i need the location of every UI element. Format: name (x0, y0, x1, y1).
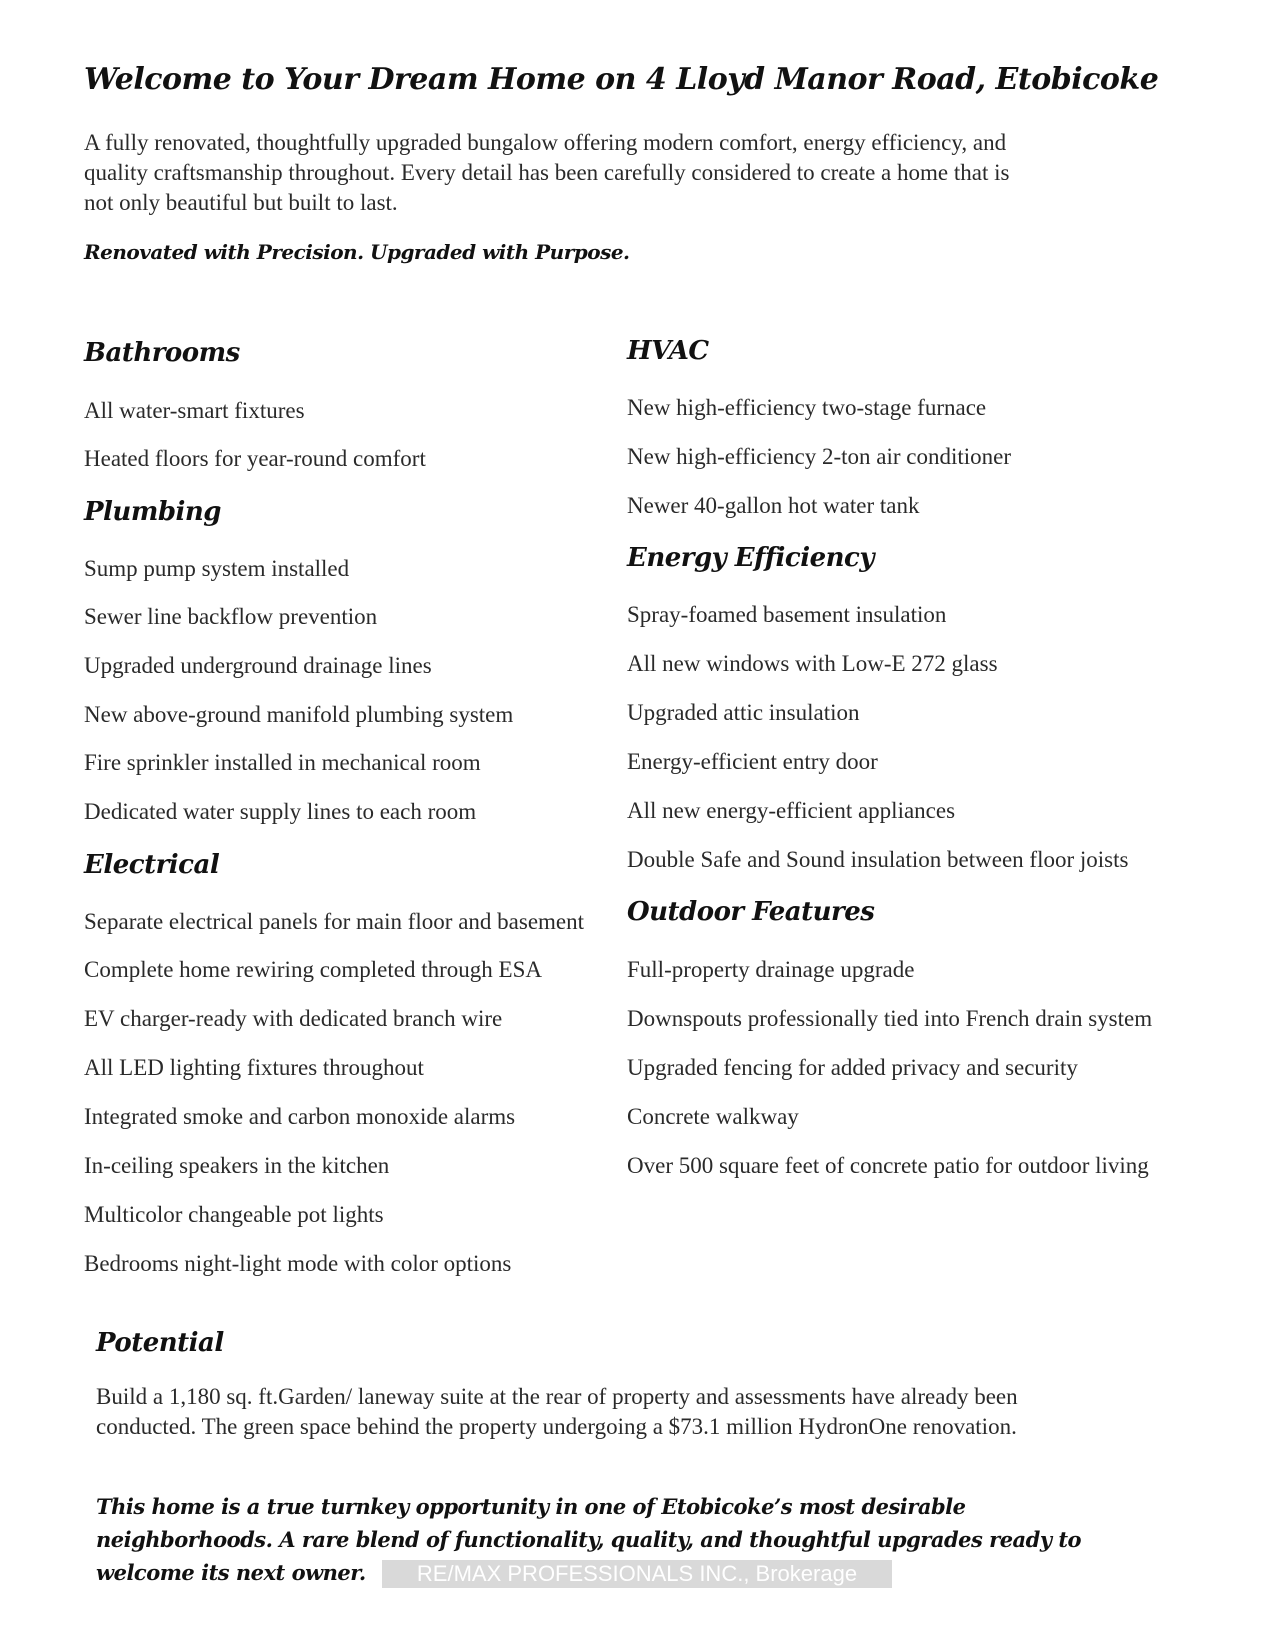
feature-item: Bedrooms night-light mode with color options (84, 1251, 512, 1276)
feature-item: All new windows with Low-E 272 glass (627, 651, 998, 676)
feature-item: Newer 40-gallon hot water tank (627, 493, 920, 518)
feature-item: All new energy-efficient appliances (627, 798, 956, 823)
feature-item: Concrete walkway (627, 1104, 799, 1129)
feature-item: Upgraded fencing for added privacy and security (627, 1055, 1078, 1080)
section-heading-electrical: Electrical (84, 850, 220, 880)
feature-item: Upgraded attic insulation (627, 700, 860, 725)
feature-item: Multicolor changeable pot lights (84, 1202, 384, 1227)
section-heading-energy-efficiency: Energy Efficiency (627, 543, 874, 573)
section-heading-hvac: HVAC (627, 336, 709, 366)
feature-item: Complete home rewiring completed through ESA (84, 957, 542, 982)
feature-item: Heated floors for year-round comfort (84, 446, 426, 471)
section-heading-plumbing: Plumbing (84, 497, 221, 527)
feature-item: EV charger-ready with dedicated branch wire (84, 1006, 503, 1031)
tagline: Renovated with Precision. Upgraded with Purpose. (84, 240, 630, 264)
potential-paragraph: Build a 1,180 sq. ft.Garden/ laneway suite at the rear of property and assessments have already been conducted. The green space behind the property undergoing a $73.1 million HydronOne renovation. (96, 1384, 1018, 1439)
feature-item: Double Safe and Sound insulation between floor joists (627, 847, 1129, 872)
feature-item: Full-property drainage upgrade (627, 957, 915, 982)
section-heading-bathrooms: Bathrooms (84, 338, 240, 368)
feature-item: Downspouts professionally tied into French drain system (627, 1006, 1153, 1031)
feature-item: Energy-efficient entry door (627, 749, 878, 774)
page-title: Welcome to Your Dream Home on 4 Lloyd Manor Road, Etobicoke (84, 62, 1159, 97)
feature-item: New high-efficiency two-stage furnace (627, 395, 987, 420)
section-heading-outdoor-features: Outdoor Features (627, 897, 875, 927)
feature-item: All LED lighting fixtures throughout (84, 1055, 424, 1080)
feature-item: Fire sprinkler installed in mechanical room (84, 750, 481, 775)
feature-item: Over 500 square feet of concrete patio for outdoor living (627, 1153, 1149, 1178)
section-heading-potential: Potential (96, 1328, 224, 1358)
feature-item: Sewer line backflow prevention (84, 604, 378, 629)
feature-item: New above-ground manifold plumbing system (84, 702, 514, 727)
feature-item: All water-smart fixtures (84, 398, 305, 423)
feature-item: Dedicated water supply lines to each room (84, 799, 477, 824)
feature-item: Spray-foamed basement insulation (627, 602, 947, 627)
closing-statement: This home is a true turnkey opportunity in one of Etobicoke’s most desirable neighborhoods. A rare blend of functionality, quality, and thoughtful upgrades ready to welcome its next owner. (96, 1494, 1082, 1585)
feature-item: New high-efficiency 2-ton air conditioner (627, 444, 1012, 469)
feature-item: Integrated smoke and carbon monoxide alarms (84, 1104, 516, 1129)
feature-item: Upgraded underground drainage lines (84, 653, 432, 678)
intro-paragraph: A fully renovated, thoughtfully upgraded bungalow offering modern comfort, energy efficiency, and quality craftsmanship throughout. Every detail has been carefully considered to create a home that is not only beautiful but built to last. (84, 130, 1010, 215)
brokerage-watermark: RE/MAX PROFESSIONALS INC., Brokerage (382, 1560, 892, 1588)
feature-item: Separate electrical panels for main floor and basement (84, 909, 585, 934)
feature-item: Sump pump system installed (84, 556, 350, 581)
feature-item: In-ceiling speakers in the kitchen (84, 1153, 390, 1178)
